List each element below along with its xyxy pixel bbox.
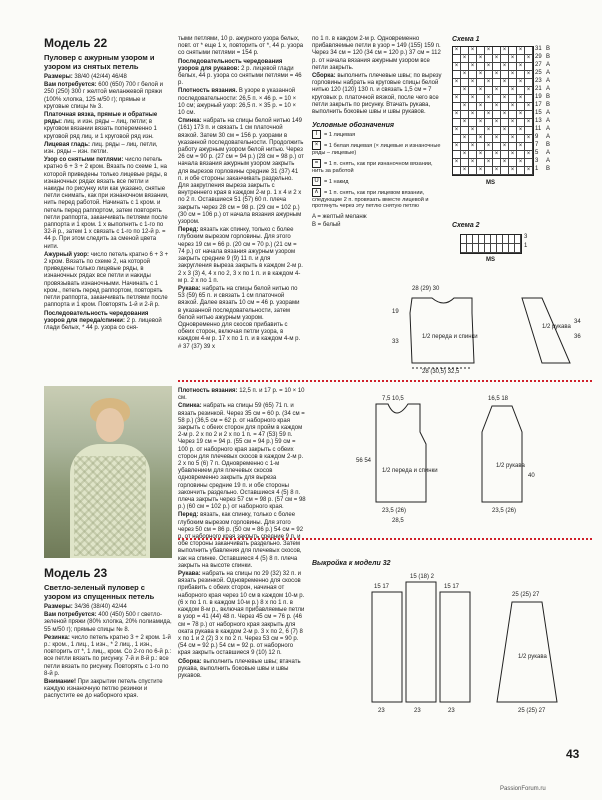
scheme1-row-number: 15: [535, 110, 542, 116]
scheme1-cell: ×: [509, 71, 517, 79]
scheme1-cell: ×: [501, 63, 509, 71]
model22-density: Плотность вязания. В узоре в указанной последовательности: 26,5 п. × 46 р. = 10 × 10 см; ажурный узор: 26,5 п. × 35 р. = 10 × 10 см.: [178, 88, 297, 117]
scheme1-cell: ×: [525, 71, 533, 79]
site-watermark: PassionForum.ru: [500, 786, 546, 792]
scheme1-row-number: 25: [535, 70, 542, 76]
dim-side-1: 19: [392, 309, 399, 315]
scheme1-cell: [485, 167, 493, 175]
scheme1-cell: [509, 159, 517, 167]
color-b: B = белый: [312, 222, 341, 229]
model23-title: Модель 23: [44, 566, 108, 580]
scheme1-cell: ×: [493, 151, 501, 159]
scheme1-cell: ×: [493, 87, 501, 95]
m23-dim-side: 56 54: [356, 458, 372, 464]
scheme1-rapport: MS: [486, 180, 495, 186]
scheme1-cell: [493, 127, 501, 135]
model22-stockinette: Лицевая гладь: лиц. ряды – лиц. петли, изн. ряды – изн. петли.: [44, 141, 158, 156]
model22-col3: [312, 36, 442, 230]
divider-lower: [178, 538, 592, 540]
scheme1-cell: [477, 159, 485, 167]
scheme1-cell: ×: [461, 119, 469, 127]
scheme2-row3: 3: [524, 234, 528, 240]
scheme1-cell: ×: [477, 119, 485, 127]
scheme1-cell: ×: [485, 95, 493, 103]
scheme1-cell: [477, 143, 485, 151]
m23-dim-top: 7,5 10,5: [382, 396, 404, 402]
legend-item: [312, 141, 442, 157]
scheme1-row-number: 3: [535, 158, 539, 164]
scheme1-row-color: B: [546, 94, 551, 100]
dim-side-2: 33: [392, 339, 399, 345]
scheme1-cell: ×: [461, 135, 469, 143]
scheme2-grid: [460, 234, 522, 254]
pattern32-piece-2: [406, 582, 436, 702]
scheme1-cell: ×: [485, 79, 493, 87]
scheme1-cell: ×: [525, 103, 533, 111]
scheme1-row-color: A: [546, 134, 551, 140]
scheme1-row-color: A: [546, 126, 551, 132]
scheme1-cell: ×: [493, 71, 501, 79]
scheme1-cell: ×: [517, 47, 525, 55]
scheme1-cell: ×: [485, 111, 493, 119]
pattern32-diagram: [322, 572, 582, 732]
scheme1-row-color: A: [546, 86, 551, 92]
scheme1-cell: ×: [517, 143, 525, 151]
scheme1-cell: [493, 47, 501, 55]
pattern32-dim-1: 15 17: [374, 584, 390, 590]
scheme1-cell: [509, 63, 517, 71]
scheme1-title: Схема 1: [452, 36, 480, 43]
model22-back: Спинка: набрать на спицы белой нитью 149 (161) 173 п. и связать 1 см платочной вязкой. Затем 30 см = 156 р. узорами в указанной последовательности. Продолжить работу ажурным узором белой нитью. Через 26 см = 90 р. (27 см = 94 р.) (28 см = 98 р.) от начала вязания ажурным узором закрыть для вырезов горловины средние 31 (37) 41 п. и обе стороны заканчивать раздельно. Для закругления выреза закрыть с внутреннего края в каждом 2-м р. 1 х 4 и 2 х по 2 п. Оставшиеся 51 (57) 60 п. плеча закрыть через 28 см = 98 р. (29 см = 102 р.) (30 см = 106 р.) от начала вязания ажурным узором.: [178, 118, 304, 226]
pattern32-dim-7: 23: [448, 708, 455, 714]
legend-text: = 1 п. снять, как при лицевом вязании, следующие 2 п. провязать вместе лицевой и протянуть через эту петлю снятую петлю: [312, 189, 429, 210]
scheme1-cell: ×: [485, 47, 493, 55]
scheme1-cell: ×: [501, 127, 509, 135]
scheme1-cell: ×: [525, 135, 533, 143]
legend-text: = 1 п. снять, как при изнаночном вязании, нить за работой: [312, 161, 433, 175]
scheme1-cell: ×: [509, 119, 517, 127]
m23-dim-bottom: 23,5 (26): [382, 508, 407, 514]
scheme1-cell: [517, 71, 525, 79]
scheme1-row-number: 29: [535, 54, 542, 60]
model23-subtitle: Светло-зеленый пуловер с узором из спущенных петель: [44, 583, 155, 601]
front-back-outline: [410, 298, 474, 363]
scheme1-cell: [525, 95, 533, 103]
scheme1-cell: ×: [453, 127, 461, 135]
scheme1-cell: [501, 167, 509, 175]
scheme1-cell: [469, 135, 477, 143]
scheme2-title: Схема 2: [452, 222, 480, 229]
pattern32-dim-2: 15 (18) 2: [410, 574, 435, 580]
legend-item: [312, 188, 442, 210]
scheme1-cell: [461, 127, 469, 135]
photo-sweater-texture: [74, 456, 146, 556]
scheme2-cell: [515, 244, 521, 253]
model23-photo: [44, 386, 172, 558]
scheme1-cell: ×: [477, 135, 485, 143]
model22-assembly: Сборка: выполнить плечевые швы; по вырезу горловины набрать на круговые спицы белой нитью 120 (120) 130 п. и связать 1,5 см = 7 круговых р. платочной вязкой, после чего все петли закрыть по рисунку. Втачать рукава, выполнить боковые швы и швы рукавов.: [312, 73, 442, 116]
m23-sleeve-dim-bottom: 23,5 (26): [492, 508, 517, 514]
scheme1-row-number: 31: [535, 46, 542, 52]
legend-title: Условные обозначения: [312, 122, 395, 130]
model22-materials: Вам потребуется: 600 (650) 700 г белой и 250 (250) 300 г желтой меланжевой пряжи (100% хлопка, 125 м/50 г); прямые и круговые спицы № 3.: [44, 82, 163, 110]
pattern32-title: Выкройка к модели 32: [312, 560, 391, 567]
scheme1-cell: [461, 111, 469, 119]
scheme1-row-number: 21: [535, 86, 542, 92]
model22-slip: Узор со снятыми петлями: число петель кратно 6 + 3 + 2 кром. Вязать по схеме 1, на которой приведены только лицевые ряды, в изнаночных рядах вязать все петли и накиды по рисунку или как указано, снятые петли снимать, как при изнаночном вязании, нить перед работой. Начинать с 1 кром. и петель перед раппортом, затем повторять петли раппорта, заканчивать петлями после раппорта и 1 кром. 1 х выполнить с 1-го по 32-й р., затем 1 х связать с 1-го по 12-й р. = 44 р. При этом следить за сменой цвета нити.: [44, 157, 169, 250]
scheme1-row-number: 11: [535, 126, 542, 132]
scheme1-cell: ×: [517, 159, 525, 167]
model23-front: Перед: вязать, как спинку, только с более глубоким вырезом горловины. Для этого через 50 см = 86 р. (50 см = 86 р.) 54 см = 92 р. от наборного края закрыть средние 9 п. и обе стороны заканчивать раздельно. Затем выполнить убавления для плечевых скосов, как на спинке. Оставшиеся 4 (5) 8 п. плеча закрыть на высоте спинки.: [178, 512, 304, 569]
legend-text: = 1 белая лицевая (× лицевые и изнаночные ряды – лицевые): [312, 143, 441, 157]
photo-face: [96, 408, 124, 442]
model22-col2-text: тыми петлями, 10 р. ажурного узора белых, повт. от * еще 1 х, повторить от *, 44 р. узора со снятыми петлями = 154 р.: [178, 36, 304, 57]
scheme1-cell: [461, 79, 469, 87]
scheme1-cell: [501, 87, 509, 95]
scheme1-row-color: A: [546, 62, 551, 68]
scheme1-cell: [525, 143, 533, 151]
model23-rib: Резинка: число петель кратно 3 + 2 кром. 1-й р.: кром., 1 лиц., 1 изн., * 2 лиц., 1 изн., повторить от *, 1 лиц., кром. Со 2-го по 6-й р.: все петли вязать по рисунку. 7-й и 8-й р.: все петли вязать по рисунку. Повторять с 1-го по 8-й р.: [44, 634, 172, 677]
scheme1-row-color: B: [546, 142, 551, 148]
scheme1-cell: ×: [525, 55, 533, 63]
scheme1-cell: ×: [509, 87, 517, 95]
scheme1-row-color: A: [546, 118, 551, 124]
scheme1-cell: ×: [469, 95, 477, 103]
scheme1-cell: [509, 127, 517, 135]
scheme1-cell: [461, 143, 469, 151]
scheme1-cell: ×: [477, 71, 485, 79]
scheme1-cell: ×: [453, 159, 461, 167]
scheme1-row-color: B: [546, 54, 551, 60]
divider-upper: [178, 380, 592, 382]
scheme1-cell: ×: [517, 63, 525, 71]
scheme1-cell: [517, 151, 525, 159]
scheme1-row-number: 27: [535, 62, 542, 68]
scheme1-row-color: B: [546, 46, 551, 52]
scheme1-cell: [509, 95, 517, 103]
pattern32-piece-1: [372, 592, 402, 702]
scheme1-row-number: 5: [535, 150, 539, 156]
legend-symbol: ∧: [312, 188, 321, 197]
scheme1-cell: [453, 71, 461, 79]
scheme1-cell: [469, 151, 477, 159]
scheme1-cell: [525, 79, 533, 87]
scheme1-cell: [493, 63, 501, 71]
scheme1-cell: [525, 63, 533, 71]
scheme1-cell: ×: [461, 103, 469, 111]
scheme1-cell: [453, 151, 461, 159]
scheme1-cell: [509, 111, 517, 119]
scheme1-cell: [525, 47, 533, 55]
m23-sleeve-dim-side: 40: [528, 473, 535, 479]
m23-front-back-outline: [376, 404, 426, 502]
scheme1-cell: [517, 119, 525, 127]
scheme1-cell: ×: [453, 95, 461, 103]
scheme1-row-number: 17: [535, 102, 542, 108]
scheme1-cell: [477, 127, 485, 135]
scheme1-cell: ×: [469, 63, 477, 71]
scheme1-cell: [485, 103, 493, 111]
model22-title: Модель 22: [44, 36, 108, 50]
m23-sleeve-dim-top: 16,5 18: [488, 396, 509, 402]
scheme1-cell: ×: [501, 47, 509, 55]
scheme1-cell: [501, 119, 509, 127]
scheme1-cell: ×: [453, 79, 461, 87]
scheme1-cell: ×: [461, 167, 469, 175]
model23-pattern-diagram: [316, 392, 592, 532]
scheme1-cell: ×: [485, 127, 493, 135]
model22-sleeve-seq: Последовательность чередования узоров для рукавов: 2 р. лицевой глади белых, 44 р. узора со снятыми петлями = 46 р.: [178, 58, 302, 87]
model23-sleeves: Рукава: набрать на спицы по 29 (32) 32 п. и вязать резинкой. Одновременно для скосов прибавить с обеих сторон, начиная от наборного края через 10 см в каждом 10-м р. (6 х по 1 п. в каждом 10-м р.) 8 х по 1 п. в каждом 8-м р., включая прибавляемые петли в узор = 41 (44) 48 п. Через 45 см = 76 р. (46 см = 78 р.) от наборного края закрыть для оката рукава в каждом 2-м р. 3 х по 2, 6 (7) 8 х по 1 и 2 (2) 3 х по 2 п. Через 53 см = 90 р. (54 см = 92 р.) 54 см = 92 р. от наборного края закрыть оставшиеся 9 (10) 12 п.: [178, 571, 305, 657]
model22-col2: [178, 36, 304, 352]
scheme1-cell: ×: [453, 47, 461, 55]
scheme1-cell: [453, 135, 461, 143]
model23-assembly: Сборка: выполнить плечевые швы; втачать рукава, выполнить боковые швы и швы рукавов.: [178, 658, 301, 679]
scheme1-cell: [485, 71, 493, 79]
scheme1-cell: ×: [517, 111, 525, 119]
scheme1-cell: ×: [501, 79, 509, 87]
scheme1-cell: ×: [493, 119, 501, 127]
scheme2-cell: [515, 235, 521, 244]
scheme1-row-number: 19: [535, 94, 542, 100]
scheme1-cell: [509, 143, 517, 151]
color-a: A = желтый меланж: [312, 213, 367, 220]
scheme1-cell: [469, 87, 477, 95]
scheme1-cell: ×: [493, 55, 501, 63]
scheme1-cell: [477, 63, 485, 71]
scheme1-cell: ×: [477, 103, 485, 111]
scheme1-cell: [517, 103, 525, 111]
scheme1-cell: [461, 47, 469, 55]
dim-bottom: 28 (30,5) 32,5: [422, 369, 460, 375]
scheme1-cell: ×: [461, 151, 469, 159]
scheme1-row-number: 13: [535, 118, 542, 124]
model23-back: Спинка: набрать на спицы 59 (65) 71 п. и вязать резинкой. Через 35 см = 60 р. (34 см = 58 р.) (36,5 см = 62 р. от наборного края закрыть с обеих сторон для пройм в каждом 2-м р. 2 х по 2 и 2 х по 1 п. = 47 (53) 59 п. Через 19 см = 94 р. (55 см = 94 р.) 59 см = 100 р. от наборного края закрыть с обеих сторон для плечевых скосов в каждом 2-м р. 2 х по 5 (6) 7 п. Одновременно с 1-м убавлением для плечевых скосов одновременно закрыть для выреза горловины средние 19 п. и обе стороны закончить раздельно. Оставшиеся 4 (5) 8 п. плеча закрыть через 57 см = 98 р. (57 см = 98 р.) (60 см = 102 р.) от наборного края.: [178, 403, 306, 511]
pattern32-sleeve: [497, 602, 557, 702]
scheme1-row-number: 7: [535, 142, 539, 148]
scheme1-cell: [517, 135, 525, 143]
scheme1-cell: [493, 143, 501, 151]
scheme1-cell: ×: [501, 159, 509, 167]
scheme1-cell: ×: [525, 151, 533, 159]
scheme1-cell: ×: [477, 167, 485, 175]
scheme1-cell: [469, 167, 477, 175]
legend-list: [312, 130, 442, 209]
scheme1-cell: [453, 103, 461, 111]
scheme1-cell: [509, 47, 517, 55]
scheme1-cell: ×: [469, 143, 477, 151]
scheme1-cell: [485, 135, 493, 143]
scheme1-cell: [453, 55, 461, 63]
scheme1-cell: ×: [525, 87, 533, 95]
scheme1-grid: [452, 46, 534, 176]
scheme1-cell: [485, 55, 493, 63]
scheme1-cell: [477, 95, 485, 103]
scheme2-rapport: MS: [486, 257, 495, 263]
scheme1-cell: ×: [525, 119, 533, 127]
sleeve-dim-1: 34: [574, 319, 581, 325]
scheme1-cell: [477, 47, 485, 55]
scheme1-cell: ×: [469, 159, 477, 167]
scheme1-cell: [501, 55, 509, 63]
pattern32-sleeve-label: 1/2 рукава: [518, 654, 547, 660]
scheme1-cell: [485, 119, 493, 127]
scheme1-row-color: A: [546, 150, 551, 156]
scheme1-cell: [477, 111, 485, 119]
sleeve-outline: [522, 298, 570, 363]
m23-sleeve-outline: [482, 406, 522, 502]
scheme1-cell: [469, 55, 477, 63]
scheme1-cell: [517, 55, 525, 63]
scheme1-cell: [525, 127, 533, 135]
model22-sequence: Последовательность чередования узоров для переда/спинки: 2 р. лицевой глади белых, * 44 р. узора со сня-: [44, 310, 162, 331]
scheme1-cell: ×: [501, 95, 509, 103]
scheme1-row-color: A: [546, 158, 551, 164]
scheme1-cell: [493, 95, 501, 103]
scheme1-cell: [453, 87, 461, 95]
pattern32-dim-3: 15 17: [444, 584, 460, 590]
legend-item: [312, 177, 442, 186]
legend-text: = 1 лицевая: [324, 132, 356, 139]
scheme1-row-color: A: [546, 78, 551, 84]
scheme1-cell: [525, 159, 533, 167]
m23-sleeve-label: 1/2 рукава: [496, 463, 525, 469]
scheme1-cell: [517, 87, 525, 95]
scheme1-cell: ×: [485, 143, 493, 151]
scheme1-cell: ×: [501, 111, 509, 119]
scheme1-row-number: 23: [535, 78, 542, 84]
scheme2-row1: 1: [524, 243, 528, 249]
scheme1-cell: [509, 79, 517, 87]
page-number: 43: [566, 747, 580, 761]
scheme1-cell: [493, 79, 501, 87]
scheme1-cell: ×: [525, 167, 533, 175]
scheme1-row-color: B: [546, 166, 551, 172]
scheme1-cell: ×: [493, 135, 501, 143]
scheme1-cell: ×: [485, 159, 493, 167]
scheme1-cell: ×: [517, 79, 525, 87]
model23-note: Внимание! При закрытии петель спустите каждую изнаночную петлю резинки и распустите ее до наборного края.: [44, 679, 163, 700]
model22-lace: Ажурный узор: число петель кратно 6 + 3 + 2 кром. Вязать по схеме 2, на которой приведены только лицевые ряды, в изнаночных рядах все петли и накиды провязывать изнаночными. Начинать с 1 кром., петель перед раппортом, повторять петли раппорта, заканчивать петлями после раппорта и 1 кром. Повторять 1-й и 2-й р.: [44, 251, 169, 309]
scheme1-cell: ×: [461, 55, 469, 63]
scheme1-cell: [453, 167, 461, 175]
scheme1-cell: ×: [453, 63, 461, 71]
model22-garter: Платочная вязка, прямые и обратные ряды: лиц. и изн. ряды – лиц. петли; в круговом вязании вязать попеременно 1 круговой ряд лиц. и 1 круговой ряд изн.: [44, 112, 158, 140]
scheme1-cell: ×: [477, 151, 485, 159]
scheme1-cell: [485, 87, 493, 95]
scheme1-cell: [461, 95, 469, 103]
scheme1-cell: [501, 103, 509, 111]
pattern32-dim-4: 25 (25) 27: [512, 592, 540, 598]
scheme1-cell: ×: [461, 87, 469, 95]
model23-density: Плотность вязания: 12,5 п. и 17 р. = 10 × 10 см.: [178, 388, 305, 402]
scheme1-cell: [469, 103, 477, 111]
scheme1-cell: ×: [509, 55, 517, 63]
legend-symbol: =: [312, 159, 321, 168]
scheme1-cell: [501, 151, 509, 159]
scheme1-cell: ×: [469, 127, 477, 135]
scheme1-cell: [501, 135, 509, 143]
scheme1-cell: [493, 111, 501, 119]
model22-front: Перед: вязать как спинку, только с более глубоким вырезом горловины. Для этого через 19 см = 66 р. (20 см = 70 р.) (21 см = 74 р.) от начала вязания ажурным узором закрыть средние 9 (9) 11 п. и для закругления выреза закрыть в каждом 2-м р. 2 х 3 (3) 4, 4 х по 2, 3 х по 1 п. и в каждом 4-м р. 2 х по 1 п.: [178, 227, 303, 284]
scheme1-cell: [501, 71, 509, 79]
scheme1-row-color: A: [546, 110, 551, 116]
pattern32-dim-5: 23: [378, 708, 385, 714]
legend-text: = 1 накид: [324, 178, 349, 185]
legend-symbol: U: [312, 177, 321, 186]
scheme1-cell: ×: [517, 127, 525, 135]
model23-sizes: Размеры: 34/36 (38/40) 42/44: [44, 604, 127, 610]
model22-col3-text: по 1 п. в каждом 2-м р. Одновременно прибавляемые петли в узор = 149 (155) 159 п. Через 34 см = 120 (34 см = 120 р.) 37 см = 112 р. от начала вязания ажурным узором все петли закрыть.: [312, 36, 441, 71]
legend-symbol: ×: [312, 141, 321, 150]
scheme1-cell: [477, 79, 485, 87]
pattern32-dim-8: 25 (25) 27: [518, 708, 546, 714]
scheme1-cell: [461, 63, 469, 71]
scheme1-cell: ×: [477, 87, 485, 95]
scheme1-cell: [517, 167, 525, 175]
sleeve-dim-2: 36: [574, 334, 581, 340]
m23-front-back-label: 1/2 переда и спинки: [382, 468, 438, 474]
legend-item: [312, 159, 442, 175]
scheme1-cell: [493, 159, 501, 167]
scheme1-cell: [461, 159, 469, 167]
model23-materials: Вам потребуется: 400 (450) 500 г светло-зеленой пряжи (80% хлопка, 20% полиамида, 55 м/50 г); прямые спицы № 8.: [44, 612, 172, 633]
model22-sleeves: Рукава: набрать на спицы белой нитью по 53 (59) 65 п. и связать 1 см платочной вязкой. Далее вязать 10 см = 46 р. узорами в указанной последовательности, затем белой нитью ажурным узором. Одновременно для скосов прибавить с обеих сторон, включая петли узора, в каждом 4-м р. 17 х по 1 п. и в каждом 4-м р. # 37 (37) 39 х: [178, 285, 301, 350]
model22-pattern-diagram: [392, 268, 592, 378]
scheme1-row-color: B: [546, 102, 551, 108]
scheme1-cell: ×: [501, 143, 509, 151]
sleeve-label: 1/2 рукава: [542, 324, 571, 330]
scheme1-cell: ×: [509, 135, 517, 143]
scheme1-cell: [453, 119, 461, 127]
scheme1-cell: [485, 151, 493, 159]
scheme1-cell: ×: [509, 167, 517, 175]
legend-symbol: I: [312, 130, 321, 139]
scheme1-cell: ×: [469, 111, 477, 119]
scheme1-cell: [525, 111, 533, 119]
model22-subtitle: Пуловер с ажурным узором и узором из снятых петель: [44, 53, 155, 71]
scheme1-cell: ×: [453, 111, 461, 119]
model22-sizes: Размеры: 38/40 (42/44) 46/48: [44, 74, 127, 80]
scheme1-row-number: 9: [535, 134, 539, 140]
scheme1-row-number: 1: [535, 166, 539, 172]
scheme1-cell: [469, 71, 477, 79]
pattern32-piece-3: [440, 592, 470, 702]
front-back-label: 1/2 переда и спинки: [422, 334, 478, 340]
scheme1-cell: [469, 119, 477, 127]
model23-col1: [44, 566, 172, 702]
scheme1-cell: ×: [453, 143, 461, 151]
model23-col2: [178, 388, 306, 681]
scheme1-cell: ×: [485, 63, 493, 71]
m23-dim-bottom-2: 28,5: [392, 518, 404, 524]
model22-col1: [44, 36, 170, 333]
scheme1-cell: ×: [493, 167, 501, 175]
scheme1-cell: ×: [509, 103, 517, 111]
scheme1-cell: ×: [469, 79, 477, 87]
scheme1-cell: ×: [477, 55, 485, 63]
scheme1-cell: ×: [517, 95, 525, 103]
scheme1-cell: ×: [461, 71, 469, 79]
scheme1-cell: ×: [469, 47, 477, 55]
pattern32-dim-6: 23: [414, 708, 421, 714]
scheme1-cell: ×: [493, 103, 501, 111]
legend-item: [312, 130, 442, 139]
scheme1-cell: ×: [509, 151, 517, 159]
dim-top: 28 (29) 30: [412, 286, 440, 292]
scheme1-row-color: A: [546, 70, 551, 76]
